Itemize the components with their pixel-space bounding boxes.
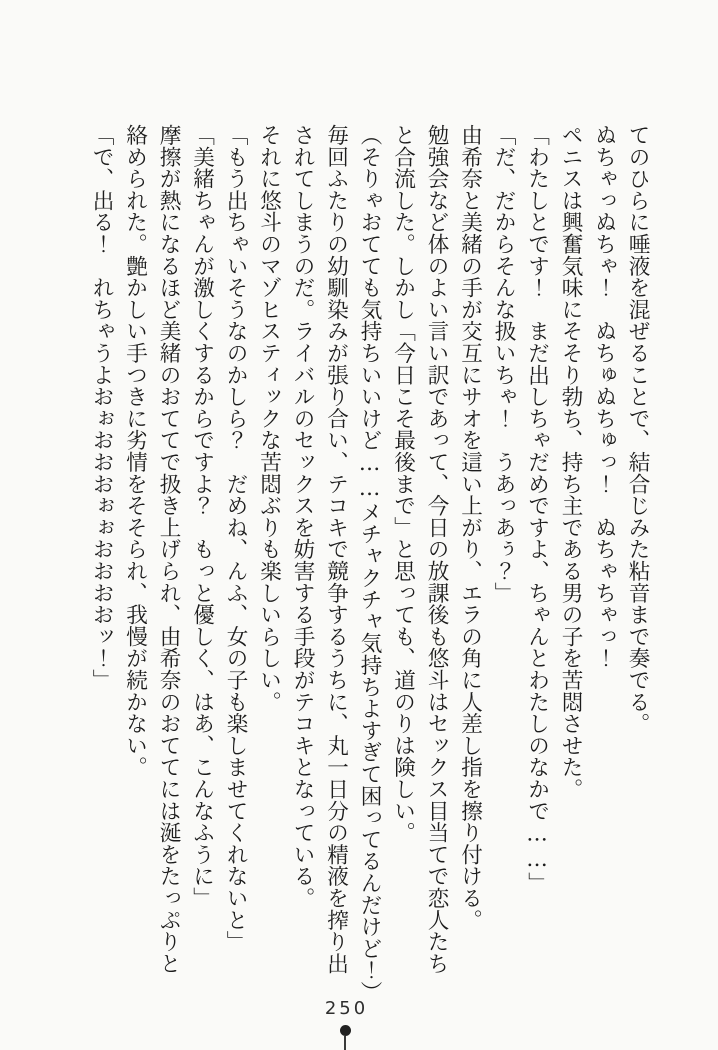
page-number: 250 (324, 998, 369, 1019)
text-line: と合流した。しかし「今日こそ最後まで」と思っても、道のりは険しい。 (390, 124, 416, 844)
text-line: されてしまうのだ。ライバルのセックスを妨害する手段がテコキとなっている。 (290, 124, 315, 909)
text-line: 由希奈と美緒の手が交互にサオを這い上がり、エラの角に人差し指を擦り付ける。 (457, 124, 483, 931)
text-line: 絡められた。艶かしい手つきに劣情をそそられ、我慢が続かない。 (122, 124, 148, 778)
text-line: 毎回ふたりの幼馴染みが張り合い、テコキで競争するうちに、丸一日分の精液を搾り出 (323, 124, 349, 975)
text-line: てのひらに唾液を混ぜることで、結合じみた粘音まで奏でる。 (625, 124, 650, 735)
text-line: ぬちゃっぬちゃ！ ぬちゅぬちゅっ！ ぬちゃちゃっ！ (591, 124, 617, 669)
binding-stem-icon (344, 1036, 346, 1050)
text-line: ペニスは興奮気味にそそり勃ち、持ち主である男の子を苦悶させた。 (558, 124, 583, 800)
binding-mark-icon (309, 1025, 381, 1050)
text-line: 「美緒ちゃんが激しくするからですよ？ もっと優しく、はあ、こんなふうに」 (189, 124, 215, 909)
text-line: 「わたしとです！ まだ出しちゃだめですよ、ちゃんとわたしのなかで……」 (524, 124, 550, 894)
page-footer (309, 998, 381, 1050)
text-line: 勉強会など体のよい言い訳であって、今日の放課後も悠斗はセックス目当てで恋人たち (424, 124, 449, 975)
text-line: 「だ、だからそんな扱いちゃ！ うあっあぅ？」 (491, 124, 516, 604)
text-line: 「で、出る！ れちゃうよおぉおおおぉぉおおおおッ！」 (89, 124, 114, 691)
text-line: （そりゃおてても気持ちいいけど……メチャクチャ気持ちよすぎて困ってるんだけど！） (357, 124, 382, 1003)
text-line: それに悠斗のマゾヒスティックな苦悶ぶりも楽しいらしい。 (256, 124, 282, 713)
text-line: 摩擦が熱になるほど美緒のおててで扱き上げられ、由希奈のおててには涎をたっぷりと (156, 124, 181, 975)
text-line: 「もう出ちゃいそうなのかしら？ だめね、んふ、女の子も楽しませてくれないと」 (223, 124, 248, 953)
binding-dot-icon (340, 1025, 351, 1036)
text-block (85, 124, 655, 1003)
